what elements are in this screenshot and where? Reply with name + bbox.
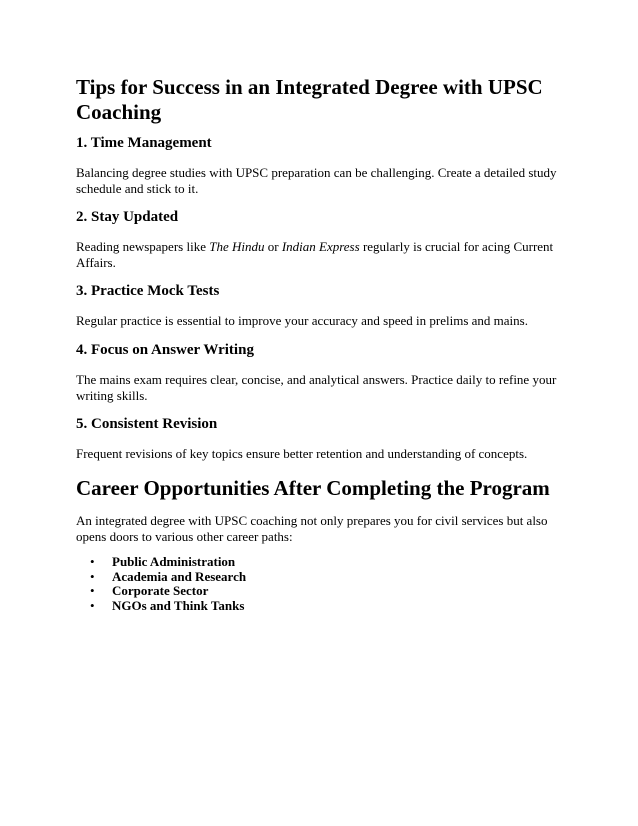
list-item bbox=[90, 570, 246, 585]
tip-text-mock-tests: Regular practice is essential to improve your accuracy and speed in prelims and mains. bbox=[76, 313, 528, 328]
bullet-icon: • bbox=[90, 597, 95, 613]
tip-text-stay-updated bbox=[76, 239, 566, 271]
list-item bbox=[90, 599, 246, 614]
tip-text-part: regularly is crucial for acing Current Affairs. bbox=[76, 239, 554, 270]
career-heading: Career Opportunities After Completing the Program bbox=[76, 476, 550, 500]
list-item-label: Public Administration bbox=[112, 554, 236, 569]
list-item bbox=[90, 555, 246, 570]
list-item bbox=[90, 584, 246, 599]
tip-text-part: Reading newspapers like bbox=[76, 239, 210, 254]
list-item-label: Corporate Sector bbox=[112, 583, 209, 598]
tip-text-answer-writing: The mains exam requires clear, concise, and analytical answers. Practice daily to refine your writing skills. bbox=[76, 372, 557, 403]
newspaper-name: The Hindu bbox=[209, 239, 265, 254]
tip-heading-answer-writing: 4. Focus on Answer Writing bbox=[76, 342, 254, 358]
tip-text-revision: Frequent revisions of key topics ensure better retention and understanding of concepts. bbox=[76, 446, 528, 461]
newspaper-name: Indian Express bbox=[281, 239, 360, 254]
bullet-icon: • bbox=[90, 554, 95, 569]
tip-heading-revision: 5. Consistent Revision bbox=[76, 416, 218, 432]
tip-heading-time-management: 1. Time Management bbox=[76, 135, 212, 151]
career-list bbox=[90, 555, 246, 613]
list-item-label: NGOs and Think Tanks bbox=[112, 597, 245, 613]
tip-text-time-management: Balancing degree studies with UPSC preparation can be challenging. Create a detailed study schedule and stick to it. bbox=[76, 165, 557, 196]
bullet-icon: • bbox=[90, 568, 95, 584]
page-title: Tips for Success in an Integrated Degree with UPSC Coaching bbox=[76, 75, 543, 124]
tip-heading-mock-tests: 3. Practice Mock Tests bbox=[76, 283, 220, 299]
bullet-icon: • bbox=[90, 583, 95, 598]
tip-heading-stay-updated: 2. Stay Updated bbox=[76, 209, 179, 225]
list-item-label: Academia and Research bbox=[112, 568, 247, 584]
tip-text-part: or bbox=[264, 239, 282, 254]
career-intro: An integrated degree with UPSC coaching not only prepares you for civil services but also opens doors to various other career paths: bbox=[76, 513, 548, 544]
